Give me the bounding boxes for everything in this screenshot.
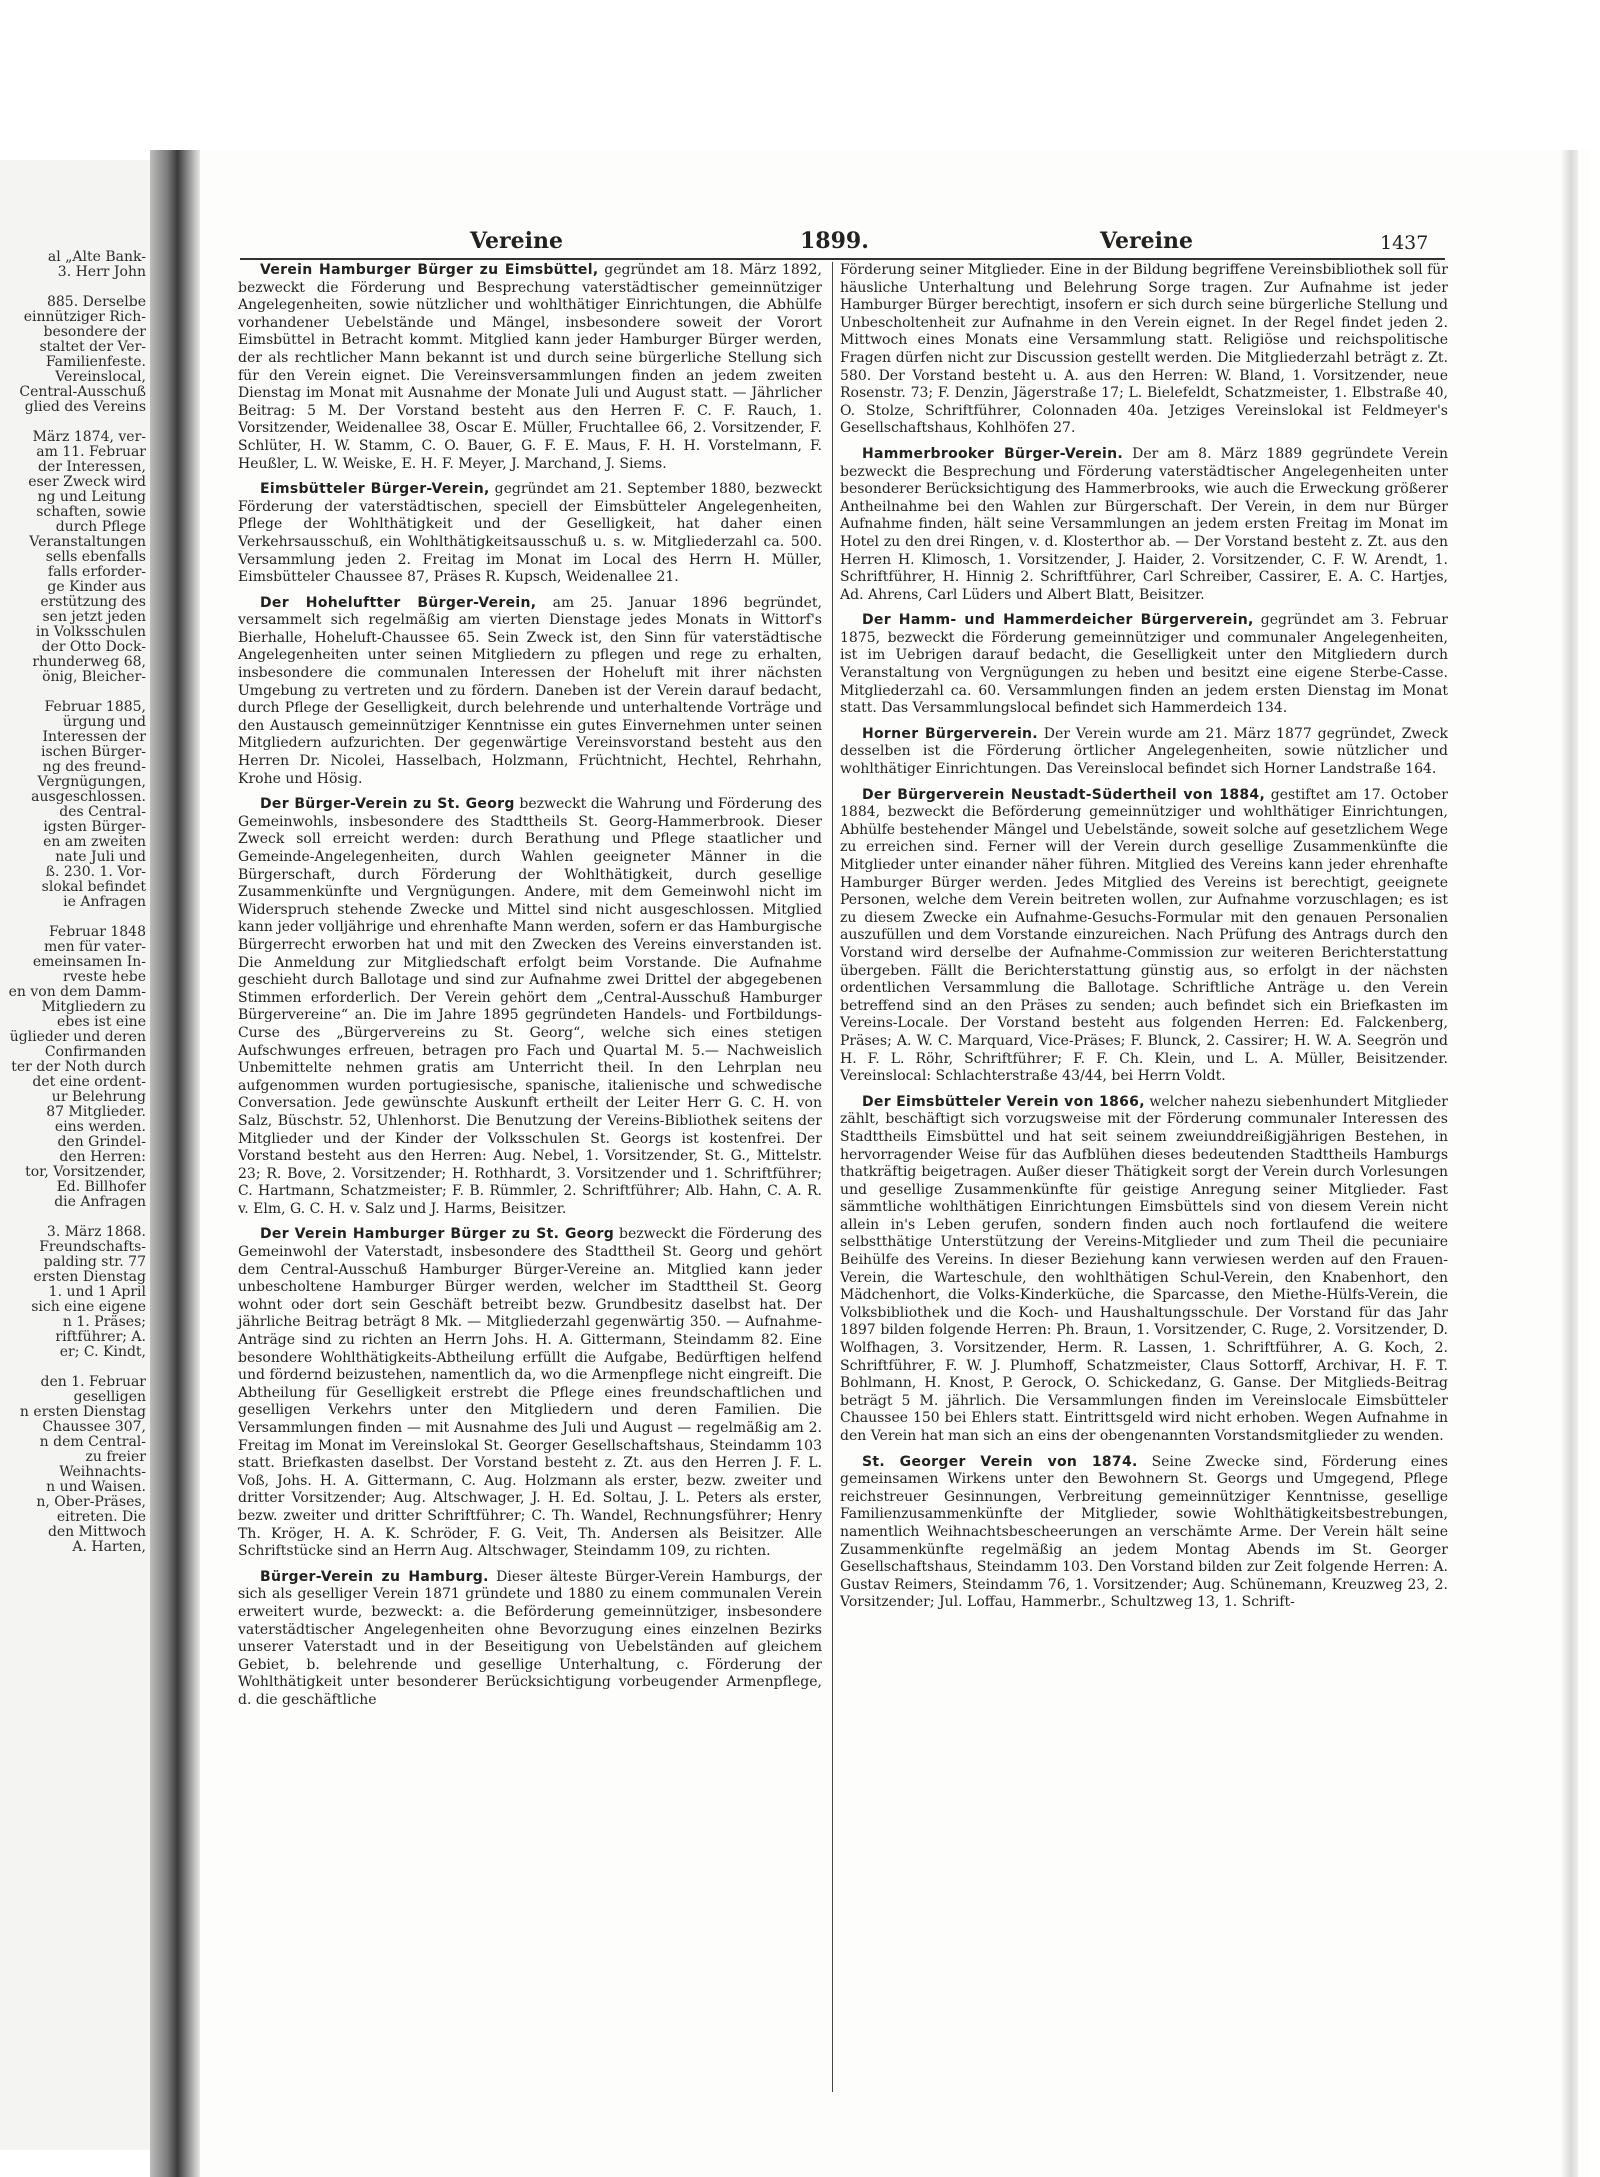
entry-text: gegründet am 18. März 1892, bezweckt die Förderung und Besprechung vaterstädtischer gemeinnütziger Angelegenheiten, sowie nützlicher und wohlthätiger Einrichtungen, die Abhülfe vorhandener Uebelstände und Mängel, insbesondere soweit der Vorort Eimsbüttel in Betracht kommt. Mitglied kann jeder Hamburger Bürger werden, der als rechtlicher Mann bekannt ist und durch seine bürgerliche Stellung sich für den Verein eignet. Die Vereinsversammlungen finden an jedem zweiten Dienstag im Monat mit Ausnahme der Monate Juli und August statt. — Jährlicher Beitrag: 5 M. Der Vorstand besteht aus den Herren F. C. F. Rauch, 1. Vorsitzender, Weidenallee 38, Oscar E. Müller, Fruchtallee 66, 2. Vorsitzender, F. Schlüter, H. W. Stamm, C. O. Bauer, G. F. E. Maus, F. H. H. Vorstelmann, F. Heußler, L. W. Weiske, E. H. F. Meyer, J. Marchand, J. Siems.	[238, 262, 822, 472]
association-entry	[840, 446, 1448, 604]
left-page-line: n 1. Präses;	[62, 1315, 146, 1330]
column-rule	[832, 262, 833, 2092]
left-page-fragment	[0, 160, 150, 2150]
left-page-line: slokal befindet	[41, 880, 146, 895]
left-page-line: besondere der	[43, 325, 146, 340]
left-page-line: 87 Mitglieder.	[46, 1105, 146, 1120]
entry-title: Der Eimsbütteler Verein von 1866,	[862, 1093, 1145, 1110]
left-column	[238, 262, 822, 1718]
left-page-line	[0, 415, 146, 430]
entry-text: am 25. Januar 1896 begründet, versammelt sich regelmäßig am vierten Dienstage jedes Monats in Wittorf's Bierhalle, Hoheluft-Chaussee 65. Sein Zweck ist, den Sinn für vaterstädtische Angelegenheiten unter seinen Mitgliedern zu pflegen und rege zu erhalten, insbesondere die communalen Interessen der Hoheluft mit ihrer nächsten Umgebung zu vertreten und zu fördern. Daneben ist der Verein darauf bedacht, durch Pflege der Geselligkeit, durch belehrende und unterhaltende Vorträge und den Austausch gemeinnütziger Kenntnisse ein gutes Einvernehmen unter seinen Mitgliedern aufzurichten. Der gegenwärtige Vereinsvorstand besteht aus den Herren Dr. Nicolei, Hasselbach, Holzmann, Früchtnicht, Hechtel, Rehrhahn, Krohe und Hösig.	[238, 594, 822, 787]
association-entry	[238, 481, 822, 587]
left-page-line: ürgung und	[62, 715, 146, 730]
left-page-line: emeinsamen In-	[32, 955, 146, 970]
association-entry	[238, 595, 822, 789]
left-page-line: rhunderweg 68,	[32, 655, 146, 670]
right-column	[840, 262, 1448, 1620]
header-right: Vereine	[1100, 228, 1193, 254]
left-page-line: falls erforder-	[47, 565, 146, 580]
left-page-line: ng des freund-	[42, 760, 146, 775]
left-page-line	[0, 1360, 146, 1375]
header-rule	[240, 258, 1445, 260]
entry-title: Eimsbütteler Bürger-Verein,	[260, 481, 490, 498]
left-page-line	[0, 1210, 146, 1225]
left-page-line: ur Belehrung	[51, 1090, 146, 1105]
left-page-line: en am zweiten	[43, 835, 146, 850]
left-page-line: det eine ordent-	[32, 1075, 146, 1090]
left-page-line: eser Zweck wird	[28, 475, 146, 490]
left-page-line: üglieder und deren	[9, 1030, 146, 1045]
left-page-line: die Anfragen	[54, 1195, 146, 1210]
left-page-line: glied des Vereins	[24, 400, 146, 415]
left-page-line: 3. Herr John	[57, 265, 146, 280]
left-page-line: sen jetzt jeden	[42, 610, 146, 625]
left-page-line: ß. 230. 1. Vor-	[45, 865, 146, 880]
entry-title: Der Verein Hamburger Bürger zu St. Georg	[260, 1226, 615, 1243]
left-page-line: ng und Leitung	[37, 490, 146, 505]
entry-text: Der Verein wurde am 21. März 1877 gegründet, Zweck desselben ist die Förderung örtlicher Angelegenheiten, sowie nützlicher und wohlthätiger Einrichtungen. Das Vereinslocal befindet sich Horner Landstraße 164.	[840, 725, 1449, 778]
left-page-line: 885. Derselbe	[46, 295, 146, 310]
left-page-line: März 1874, ver-	[32, 430, 146, 445]
entry-title: Der Hoheluftter Bürger-Verein,	[260, 594, 537, 611]
left-page-line: n, Ober-Präses,	[36, 1495, 146, 1510]
left-page-line: staltet der Ver-	[39, 340, 146, 355]
left-page-line: 1. und 1 April	[48, 1285, 146, 1300]
left-page-line: Freundschafts-	[39, 1240, 146, 1255]
left-page-line: Veranstaltungen	[29, 535, 146, 550]
left-page-line: n dem Central-	[39, 1435, 146, 1450]
left-page-line: A. Harten,	[72, 1540, 146, 1555]
entry-title: Verein Hamburger Bürger zu Eimsbüttel,	[260, 262, 599, 278]
left-page-line: ebes ist eine	[57, 1015, 146, 1030]
association-entry	[840, 787, 1448, 1086]
left-page-line: sich eine eigene	[31, 1300, 146, 1315]
entry-title: Der Bürgerverein Neustadt-Südertheil von 1884,	[862, 786, 1266, 803]
left-page-line: des Central-	[59, 805, 146, 820]
left-page-line: eins werden.	[54, 1120, 146, 1135]
left-page-line: Februar 1885,	[44, 700, 146, 715]
left-page-line: önig, Bleicher-	[42, 670, 146, 685]
left-page-line: Vereinslocal,	[55, 370, 146, 385]
entry-text: gegründet am 21. September 1880, bezweckt Förderung der vaterstädtischen, speciell der Eimsbütteler Angelegenheiten, Pflege der Wohlthätigkeit und der Geselligkeit, hat daher einen Verkehrsausschuß, ein Wohlthätigkeitsausschuß u. s. w. Mitgliederzahl ca. 500. Versammlung jeden 2. Freitag im Monat im Local des Herrn H. Müller, Eimsbütteler Chaussee 87, Präses R. Kupsch, Weidenallee 21.	[238, 481, 822, 586]
entry-title: Der Bürger-Verein zu St. Georg	[260, 796, 515, 813]
entry-text: Der am 8. März 1889 gegründete Verein bezweckt die Besprechung und Förderung vaterstädtischer Angelegenheiten unter besonderer Berücksichtigung des Hammerbrooks, wie auch die Erweckung größerer Antheilnahme bei den Wahlen zur Bürgerschaft. Der Verein, in dem nur Bürger Aufnahme finden, hält seine Versammlungen an jedem ersten Freitag im Monat im Hotel zu den drei Ringen, v. d. Klosterthor ab. — Der Vorstand besteht z. Zt. aus den Herren H. Klimosch, 1. Vorsitzender, J. Haider, 2. Vorsitzender, C. F. W. Arendt, 1. Schriftführer, H. Hinnig 2. Schriftführer, Carl Schreiber, Cassirer, E. A. C. Hartjes, Ad. Ahrens, Carl Lüders und Albert Blatt, Beisitzer.	[840, 445, 1449, 603]
association-entry	[238, 262, 822, 473]
left-page-line: nate Juli und	[55, 850, 146, 865]
left-page-line: den 1. Februar	[40, 1375, 146, 1390]
left-page-line: in Volksschulen	[35, 625, 146, 640]
left-page-line: Familienfeste.	[45, 355, 146, 370]
association-entry	[840, 612, 1448, 718]
left-page-line: riftführer; A.	[55, 1330, 146, 1345]
entry-text: bezweckt die Förderung des Gemeinwohl der Vaterstadt, insbesondere des Stadttheil St. Georg und gehört dem Central-Ausschuß Hamburger Bürger-Vereine an. Mitglied kann jeder unbescholtene Hamburger Bürger werden, welcher im Stadttheil St. Georg wohnt oder dort sein Geschäft betreibt bezw. Grundbesitz daselbst hat. Der jährliche Beitrag beträgt 8 Mk. — Mitgliederzahl gegenwärtig 350. — Aufnahme-Anträge sind zu richten an Herrn Johs. H. A. Gittermann, Steindamm 82. Eine besondere Wohlthätigkeits-Abtheilung erfüllt die Aufgabe, Bedürftigen helfend und fördernd beizustehen, namentlich da, wo die Armenpflege nicht eingreift. Die Abtheilung für Geselligkeit erstrebt die Pflege eines freundschaftlichen und geselligen Verkehrs unter den Mitgliedern und deren Familien. Die Versammlungen finden — mit Ausnahme des Juli und August — regelmäßig am 2. Freitag im Monat im Vereinslokal St. Georger Gesellschaftshaus, Steindamm 103 statt. Briefkasten daselbst. Der Vorstand besteht z. Zt. aus den Herren J. F. L. Voß, Johs. H. A. Gittermann, C. Aug. Holzmann als erster, bezw. zweiter und dritter Vorsitzender; Aug. Altschwager, J. H. Ed. Soltau, J. L. Peters als erster, bezw. zweiter und dritter Schriftführer; C. Th. Wandel, Rechnungsführer; Henry Th. Kröger, H. A. K. Schröder, F. G. Veit, Th. Andersen als Beisitzer. Alle Schriftstücke sind an Herrn Aug. Altschwager, Steindamm 109, zu richten.	[238, 1226, 822, 1560]
page-edge	[1560, 150, 1578, 2177]
header-left: Vereine	[470, 228, 563, 254]
entry-text: bezweckt die Wahrung und Förderung des Gemeinwohls, insbesondere des Stadttheils St. Georg-Hammerbrook. Dieser Zweck soll erreicht werden: durch Berathung und Pflege staatlicher und Gemeinde-Angelegenheiten, durch Wahlen geeigneter Männer in die Bürgerschaft, durch Förderung der Wohlthätigkeit, durch gesellige Zusammenkünfte und Vergnügungen. Andere, mit dem Gemeinwohl nicht im Widerspruch stehende Zwecke und Mittel sind nicht ausgeschlossen. Mitglied kann jeder volljährige und ehrenhafte Mann werden, sofern er das Hamburgische Bürgerrecht erworben hat und mit den Zwecken des Vereins einverstanden ist. Die Anmeldung zur Mitgliedschaft erfolgt beim Vorstande. Die Aufnahme geschieht durch Ballotage und sind zur Aufnahme zwei Drittel der abgegebenen Stimmen erforderlich. Der Verein gehört dem „Central-Ausschuß Hamburger Bürgervereine“ an. Die im Jahre 1895 gegründeten Handels- und Fortbildungs-Curse des „Bürgervereins zu St. Georg“, welche sich eines stetigen Aufschwunges erfreuen, betragen pro Fach und Quartal M. 5.— Nachweislich Unbemittelte nehmen gratis am Unterricht theil. In den Lehrplan neu aufgenommen wurden portugiesische, spanische, italienische und schwedische Conversation. Jede gewünschte Auskunft ertheilt der Leiter Herr G. C. H. von Salz, Büschstr. 52, Uhlenhorst. Die Benutzung der Vereins-Bibliothek seitens der Mitglieder und der Kinder der Volksschulen St. Georgs ist kostenfrei. Der Vorstand besteht aus den Herren: Aug. Nebel, 1. Vorsitzender, St. G., Mittelstr. 23; R. Bove, 2. Vorsitzender; H. Rothhardt, 3. Vorsitzender und 1. Schriftführer; C. Hartmann, Schatzmeister; F. B. Rümmler, 2. Schriftführer; Alb. Hahn, C. A. R. v. Elm, G. C. H. v. Salz und J. Harms, Beisitzer.	[238, 796, 822, 1217]
page-number: 1437	[1380, 232, 1429, 254]
left-page-line: der Interessen,	[38, 460, 146, 475]
left-page-line: geselligen	[73, 1390, 146, 1405]
left-page-line: en von dem Damm-	[8, 985, 146, 1000]
left-page-line: ersten Dienstag	[33, 1270, 146, 1285]
entry-title: Bürger-Verein zu Hamburg.	[260, 1568, 489, 1585]
left-page-line: ischen Bürger-	[41, 745, 146, 760]
header-year: 1899.	[800, 228, 869, 254]
entry-title: St. Georger Verein von 1874.	[862, 1453, 1138, 1470]
left-page-line: tor, Vorsitzender,	[25, 1165, 146, 1180]
entry-title: Hammerbrooker Bürger-Verein.	[862, 445, 1123, 462]
left-page-line: er; C. Kindt,	[59, 1345, 146, 1360]
association-entry	[840, 262, 1448, 438]
left-page-line: ie Anfragen	[63, 895, 146, 910]
association-entry	[238, 796, 822, 1218]
association-entry	[840, 726, 1448, 779]
left-page-line: erstützung des	[40, 595, 146, 610]
entry-title: Der Hamm- und Hammerdeicher Bürgerverein,	[862, 612, 1254, 629]
left-page-line: sells ebenfalls	[45, 550, 146, 565]
left-page-line: men für vater-	[44, 940, 146, 955]
entry-text: gestiftet am 17. October 1884, bezweckt die Beförderung gemeinnütziger und wohlthätiger Einrichtungen, Abhülfe bestehender Mängel und Uebelstände, soweit solche auf gesetzlichem Wege zu erreichen sind. Ferner will der Verein durch gesellige Zusammenkünfte die Mitglieder unter einander näher führen. Mitglied des Vereins kann jeder ehrenhafte Hamburger Bürger werden. Jedes Mitglied des Vereins ist berechtigt, geeignete Personen, welche dem Verein beitreten wollen, zur Aufnahme vorzuschlagen; es ist zu diesem Zwecke ein Aufnahme-Gesuchs-Formular mit den genauen Personalien auszufüllen und dem Vorstande einzureichen. Nach Prüfung des Antrags durch den Vorstand wird derselbe der Aufnahme-Commission zur weiteren Berichterstattung übergeben. Fällt die Berichterstattung günstig aus, so erfolgt in der nächsten ordentlichen Versammlung die Ballotage. Schriftliche Anträge u. den Verein betreffend sind an den Präses zu senden; auch befindet sich ein Briefkasten im Vereins-Locale. Der Vorstand besteht aus folgenden Herren: Ed. Falckenberg, Präses; A. W. C. Marquard, Vice-Präses; F. Blunck, 2. Cassirer; H. W. A. Seegrön und H. F. L. Röhr, Schriftführer; F. F. Ch. Klein, und L. A. Müller, Beisitzender. Vereinslocal: Schlachterstraße 43/44, bei Herrn Voldt.	[840, 786, 1448, 1085]
left-page-line: am 11. Februar	[36, 445, 146, 460]
left-page-line: palding str. 77	[43, 1255, 146, 1270]
left-page-line: Confirmanden	[44, 1045, 146, 1060]
left-page-line: ausgeschlossen.	[31, 790, 146, 805]
left-page-line: der Otto Dock-	[41, 640, 146, 655]
left-page-line: n und Waisen.	[46, 1480, 146, 1495]
left-page-line: Central-Ausschuß	[19, 385, 146, 400]
left-page-line: den Grindel-	[57, 1135, 146, 1150]
left-page-line: schaften, sowie	[36, 505, 146, 520]
entry-text: gegründet am 3. Februar 1875, bezweckt die Förderung gemeinnütziger und communaler Angelegenheiten, ist im Uebrigen darauf bedacht, die Geselligkeit unter den Mitgliedern durch Veranstaltung von Vergnügungen zu heben und besitzt eine eigene Sterbe-Casse. Mitgliederzahl ca. 60. Versammlungen finden an jedem ersten Dienstag im Monat statt. Das Versammlungslocal befindet sich Hammerdeich 134.	[840, 612, 1448, 717]
left-page-line: durch Pflege	[55, 520, 146, 535]
entry-text: Förderung seiner Mitglieder. Eine in der Bildung begriffene Vereinsbibliothek soll für häusliche Unterhaltung und Belehrung Sorge tragen. Zur Aufnahme ist jeder Hamburger Bürger berechtigt, insofern er sich durch seine bürgerliche Stellung und Unbescholtenheit zur Aufnahme in den Verein eignet. In der Regel findet jeden 2. Mittwoch eines Monats eine Versammlung statt. Religiöse und reichspolitische Fragen dürfen nicht zur Discussion gestellt werden. Die Mitgliederzahl beträgt z. Zt. 580. Der Vorstand besteht u. A. aus den Herren: W. Bland, 1. Vorsitzender, neue Rosenstr. 73; F. Denzin, Jägerstraße 17; L. Bielefeldt, Schatzmeister, 1. Elbstraße 40, O. Stolze, Schriftführer, Colonnaden 40a. Jetziges Vereinslokal ist Feldmeyer's Gesellschaftshaus, Kohlhöfen 27.	[840, 262, 1448, 437]
left-page-line: n ersten Dienstag	[19, 1405, 146, 1420]
left-page-line: 3. März 1868.	[46, 1225, 146, 1240]
left-page-line: Februar 1848	[48, 925, 146, 940]
entry-text: welcher nahezu siebenhundert Mitglieder zählt, beschäftigt sich vorzugsweise mit der Förderung communaler Interessen des Stadttheils Eimsbüttel und hat seit seinem zweiunddreißigjährigen Bestehen, in hervorragender Weise für das Aufblühen dieses bedeutenden Stadttheils Hamburgs thatkräftig beigetragen. Außer dieser Thätigkeit sorgt der Verein durch Vorlesungen und gesellige Zusammenkünfte für geistige Anregung seiner Mitglieder. Fast sämmtliche wohlthätigen Einrichtungen Eimsbüttels sind von diesem Verein nicht allein in's Leben gerufen, sondern finden auch noch fortlaufend die weitere selbstthätige Unterstützung der Vereins-Mitglieder und zum Theil die pecuniaire Beihülfe des Vereins. In dieser Beziehung kann verwiesen werden auf den Frauen-Verein, die Warteschule, den wohlthätigen Schul-Verein, den Knabenhort, den Mädchenhort, die Volks-Kinderküche, die Sparcasse, den Miethe-Hülfs-Verein, die Volksbibliothek und die Koch- und Haushaltungsschule. Der Vorstand für das Jahr 1897 bilden folgende Herren: Ph. Braun, 1. Vorsitzender, C. Ruge, 2. Vorsitzender, D. Wolfhagen, 3. Vorsitzender, Herm. R. Lassen, 1. Schriftführer, A. G. Koch, 2. Schriftführer, F. W. J. Plumhoff, Schatzmeister, Claus Sottorff, Archivar, H. F. T. Bohlmann, H. Knost, P. Gerock, O. Schickedanz, G. Ganse. Der Mitglieds-Beitrag beträgt 5 M. jährlich. Die Versammlungen finden im Vereinslocale Eimsbütteler Chaussee 150 bei Ehlers statt. Eintrittsgeld wird nicht erhoben. Wegen Aufnahme in den Verein hat man sich an eins der obengenannten Vorstandsmitglieder zu wenden.	[840, 1093, 1448, 1444]
left-page-line: eitreten. Die	[56, 1510, 146, 1525]
left-page-lines	[0, 250, 146, 1555]
left-page-line: Chaussee 307,	[42, 1420, 146, 1435]
left-page-line: ter der Noth durch	[11, 1060, 146, 1075]
book-gutter	[150, 150, 200, 2177]
left-page-line: Weihnachts-	[59, 1465, 146, 1480]
association-entry	[238, 1226, 822, 1560]
left-page-line: Vergnügungen,	[37, 775, 146, 790]
left-page-line: Ed. Billhofer	[56, 1180, 146, 1195]
entry-text: Dieser älteste Bürger-Verein Hamburgs, der sich als geselliger Verein 1871 gründete und 1880 zu einem communalen Verein erweitert wurde, bezweckt: a. die Beförderung gemeinnütziger, insbesondere vaterstädtischer Angelegenheiten ohne Bevorzugung eines einzelnen Bezirks unserer Vaterstadt und in der Beseitigung von Uebelständen auf gleichem Gebiet, b. belehrende und gesellige Unterhaltung, c. Förderung der Wohlthätigkeit unter besonderer Berücksichtigung vorbeugender Armenpflege, d. die geschäftliche	[238, 1568, 822, 1708]
left-page-line: einnütziger Rich-	[23, 310, 146, 325]
left-page-line	[0, 910, 146, 925]
left-page-line: Mitgliedern zu	[41, 1000, 146, 1015]
left-page-line: igsten Bürger-	[43, 820, 146, 835]
left-page-line: den Herren:	[59, 1150, 146, 1165]
association-entry	[840, 1454, 1448, 1612]
left-page-line: ge Kinder aus	[47, 580, 146, 595]
left-page-line: Interessen der	[42, 730, 146, 745]
entry-text: Seine Zwecke sind, Förderung eines gemeinsamen Wirkens unter den Bewohnern St. Georgs und Umgegend, Pflege reichstreuer Gesinnungen, Verbreitung gemeinnütziger Kenntnisse, gesellige Familienzusammenkünfte der Mitglieder, sowie Wohlthätigkeitsbestrebungen, namentlich Weihnachtsbescheerungen an verschämte Arme. Der Verein hält seine Zusammenkünfte regelmäßig an jedem Montag Abends im St. Georger Gesellschaftshaus, Steindamm 103. Den Vorstand bilden zur Zeit folgende Herren: A. Gustav Reimers, Steindamm 76, 1. Vorsitzender; Aug. Schünemann, Kreuzweg 23, 2. Vorsitzender; Jul. Loffau, Hammerbr., Schultzweg 13, 1. Schrift-	[840, 1453, 1448, 1611]
left-page-line: rveste hebe	[63, 970, 146, 985]
entry-title: Horner Bürgerverein.	[862, 725, 1038, 742]
left-page-line: al „Alte Bank-	[47, 250, 146, 265]
left-page-line: den Mittwoch	[47, 1525, 146, 1540]
association-entry	[238, 1569, 822, 1710]
association-entry	[840, 1094, 1448, 1446]
left-page-line: zu freier	[85, 1450, 146, 1465]
left-page-line	[0, 685, 146, 700]
left-page-line	[0, 280, 146, 295]
